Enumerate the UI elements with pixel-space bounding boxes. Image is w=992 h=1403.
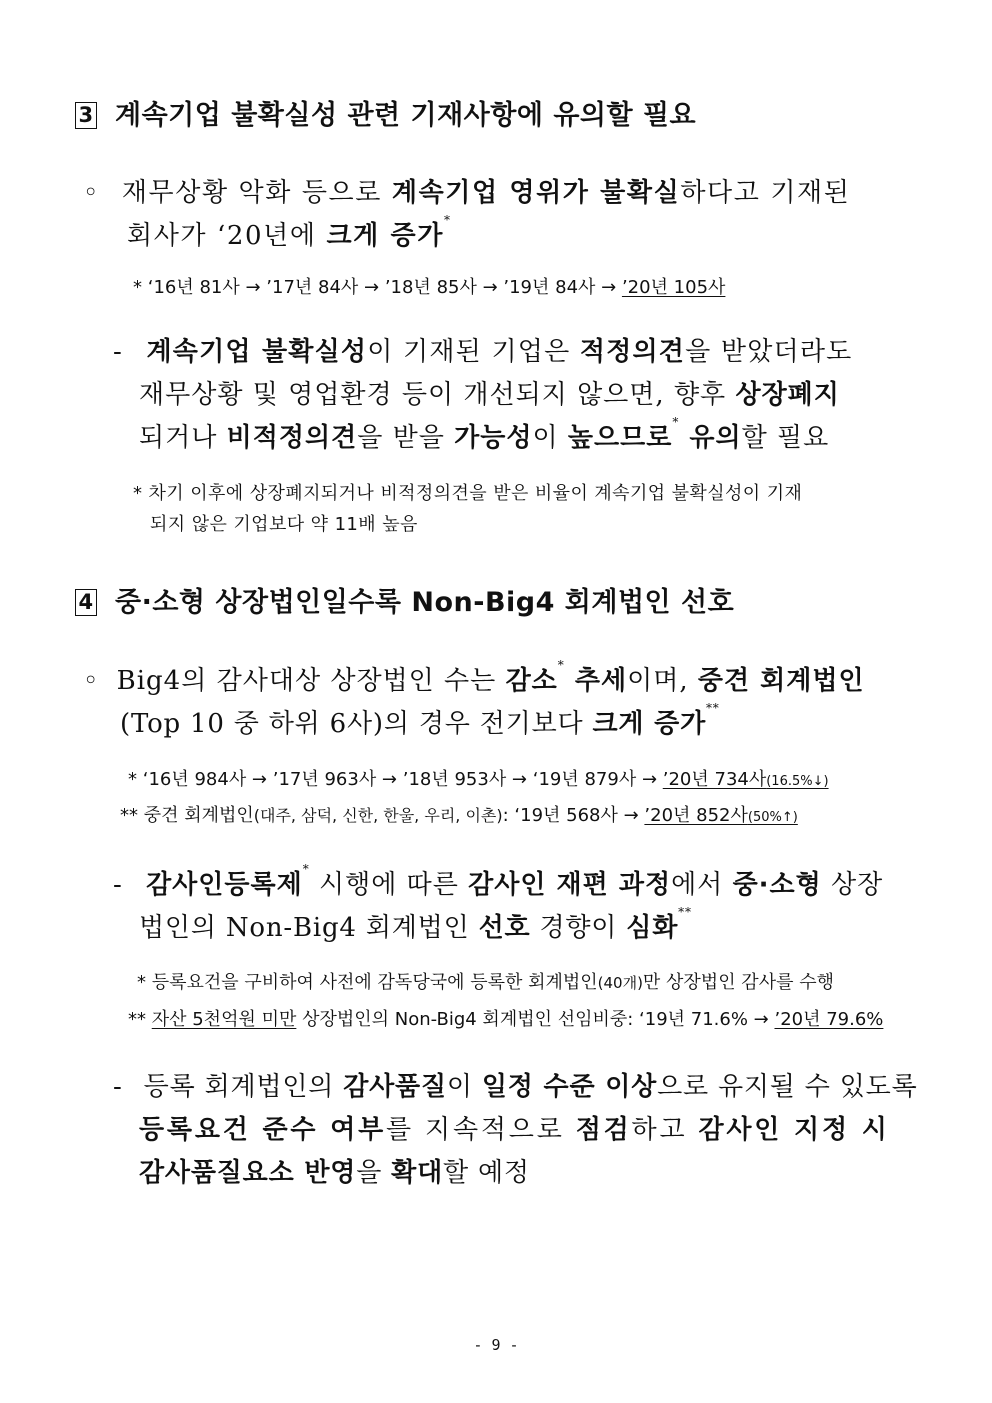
bullet-paragraph-line: ◦ Big4의 감사대상 상장법인 수는 감소* 추세이며, 중견 회계법인 [83, 658, 865, 696]
dash-paragraph-line: - 계속기업 불확실성이 기재된 기업은 적정의견을 받았더라도 [113, 337, 853, 367]
footnote: * 차기 이후에 상장폐지되거나 비적정의견을 받은 비율이 계속기업 불확실성이 기재 [133, 483, 803, 504]
footnote: * ‘16년 984사 → ’17년 963사 → ’18년 953사 → ‘19년 879사 → ’20년 734사(16.5%↓) [128, 769, 829, 790]
dash-marker: - [113, 870, 123, 900]
footnote: * ‘16년 81사 → ’17년 84사 → ’18년 85사 → ’19년 84사 → ’20년 105사 [133, 277, 726, 298]
bullet-marker: ◦ [83, 666, 100, 696]
footnote: ** 중견 회계법인(대주, 삼덕, 신한, 한울, 우리, 이촌): ‘19년 568사 → ’20년 852사(50%↑) [120, 805, 798, 826]
footnote: 되지 않은 기업보다 약 11배 높음 [150, 514, 418, 535]
bullet-paragraph-line: (Top 10 중 하위 6사)의 경우 전기보다 크게 증가** [120, 701, 720, 739]
dash-paragraph-line: 등록요건 준수 여부를 지속적으로 점검하고 감사인 지정 시 [139, 1115, 890, 1145]
bullet-marker: ◦ [83, 178, 100, 208]
dash-paragraph-line: 재무상황 및 영업환경 등이 개선되지 않으면, 향후 상장폐지 [139, 380, 840, 410]
dash-marker: - [113, 1072, 123, 1102]
section-number-box: 4 [75, 589, 97, 616]
bullet-paragraph-line: 회사가 ‘20년에 크게 증가* [127, 213, 452, 251]
section-title: 중·소형 상장법인일수록 Non-Big4 회계법인 선호 [115, 587, 735, 618]
dash-paragraph-line: 감사품질요소 반영을 확대할 예정 [139, 1158, 530, 1188]
footnote: * 등록요건을 구비하여 사전에 감독당국에 등록한 회계법인(40개)만 상장법인 감사를 수행 [137, 972, 834, 993]
dash-marker: - [113, 337, 123, 367]
section-number-box: 3 [75, 102, 97, 129]
footnote: ** 자산 5천억원 미만 상장법인의 Non-Big4 회계법인 선임비중: ‘19년 71.6% → ’20년 79.6% [128, 1009, 884, 1030]
dash-paragraph-line: 법인의 Non-Big4 회계법인 선호 경향이 심화** [139, 905, 692, 943]
section-title: 계속기업 불확실성 관련 기재사항에 유의할 필요 [115, 100, 697, 131]
dash-paragraph-line: 되거나 비적정의견을 받을 가능성이 높으므로* 유의할 필요 [139, 415, 830, 453]
page-number: - 9 - [473, 1336, 519, 1354]
section-4-heading [75, 580, 734, 619]
dash-paragraph-line: - 감사인등록제* 시행에 따른 감사인 재편 과정에서 중·소형 상장 [113, 862, 884, 900]
dash-paragraph-line: - 등록 회계법인의 감사품질이 일정 수준 이상으로 유지될 수 있도록 [113, 1072, 918, 1102]
section-3-heading [75, 93, 696, 132]
bullet-paragraph-line: ◦ 재무상황 악화 등으로 계속기업 영위가 불확실하다고 기재된 [83, 178, 851, 208]
